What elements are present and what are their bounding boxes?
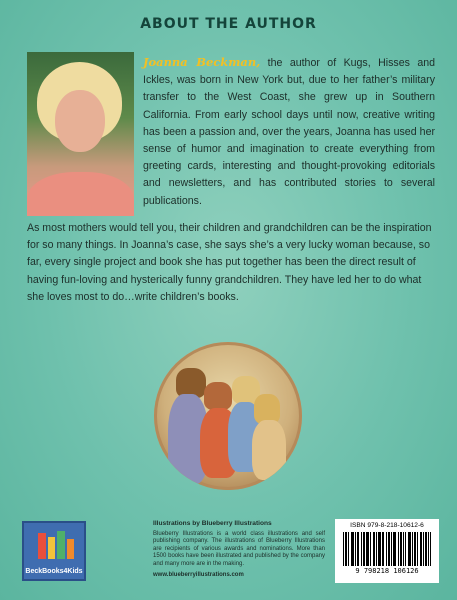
credit-body: Blueberry Illustrations is a world class illustrations and self publishing company. The illustrations of Blueberry Illustrations are recipients of various awards and nominations. More than 1500 books have been illustrated and published by the company and many more are in the making. xyxy=(153,530,325,567)
publisher-logo xyxy=(22,521,86,581)
author-intro-paragraph xyxy=(143,54,435,210)
isbn-label: ISBN 979-8-218-10612-6 xyxy=(350,522,424,529)
barcode-number: 9 798218 106126 xyxy=(355,567,419,575)
barcode-icon xyxy=(343,532,431,566)
illustrator-credit xyxy=(153,520,325,579)
author-body-paragraph: As most mothers would tell you, their children and grandchildren can be the inspiration for so many things. In Joanna’s case, she says she’s a very lucky woman because, so far, every single project and book she has put together has been the direct result of having fun-loving and hysterically funny grandchildren. They have led her to do what she loves most to do…write children’s books. xyxy=(27,222,432,303)
books-icon xyxy=(38,529,74,559)
page-heading: ABOUT THE AUTHOR xyxy=(140,16,317,32)
credit-url: www.blueberryillustrations.com xyxy=(153,571,244,578)
children-illustration xyxy=(154,342,302,490)
author-name: Joanna Beckman, xyxy=(143,55,261,69)
author-intro-text: the author of Kugs, Hisses and Ickles, was born in New York but, due to her father’s military transfer to the West Coast, she grew up in Southern California. From early school days until now, creative writing has been a passion and, over the years, Joanna has used her sense of humor and imagination to create everything from greeting cards, interesting and thought-provoking editorials and newsletters, and has contributed stories to several publications. xyxy=(143,57,436,207)
credit-title: Illustrations by Blueberry Illustrations xyxy=(153,520,272,527)
isbn-barcode xyxy=(335,519,439,583)
author-photo xyxy=(27,52,134,216)
publisher-logo-label: BeckBooks4Kids xyxy=(25,568,83,575)
